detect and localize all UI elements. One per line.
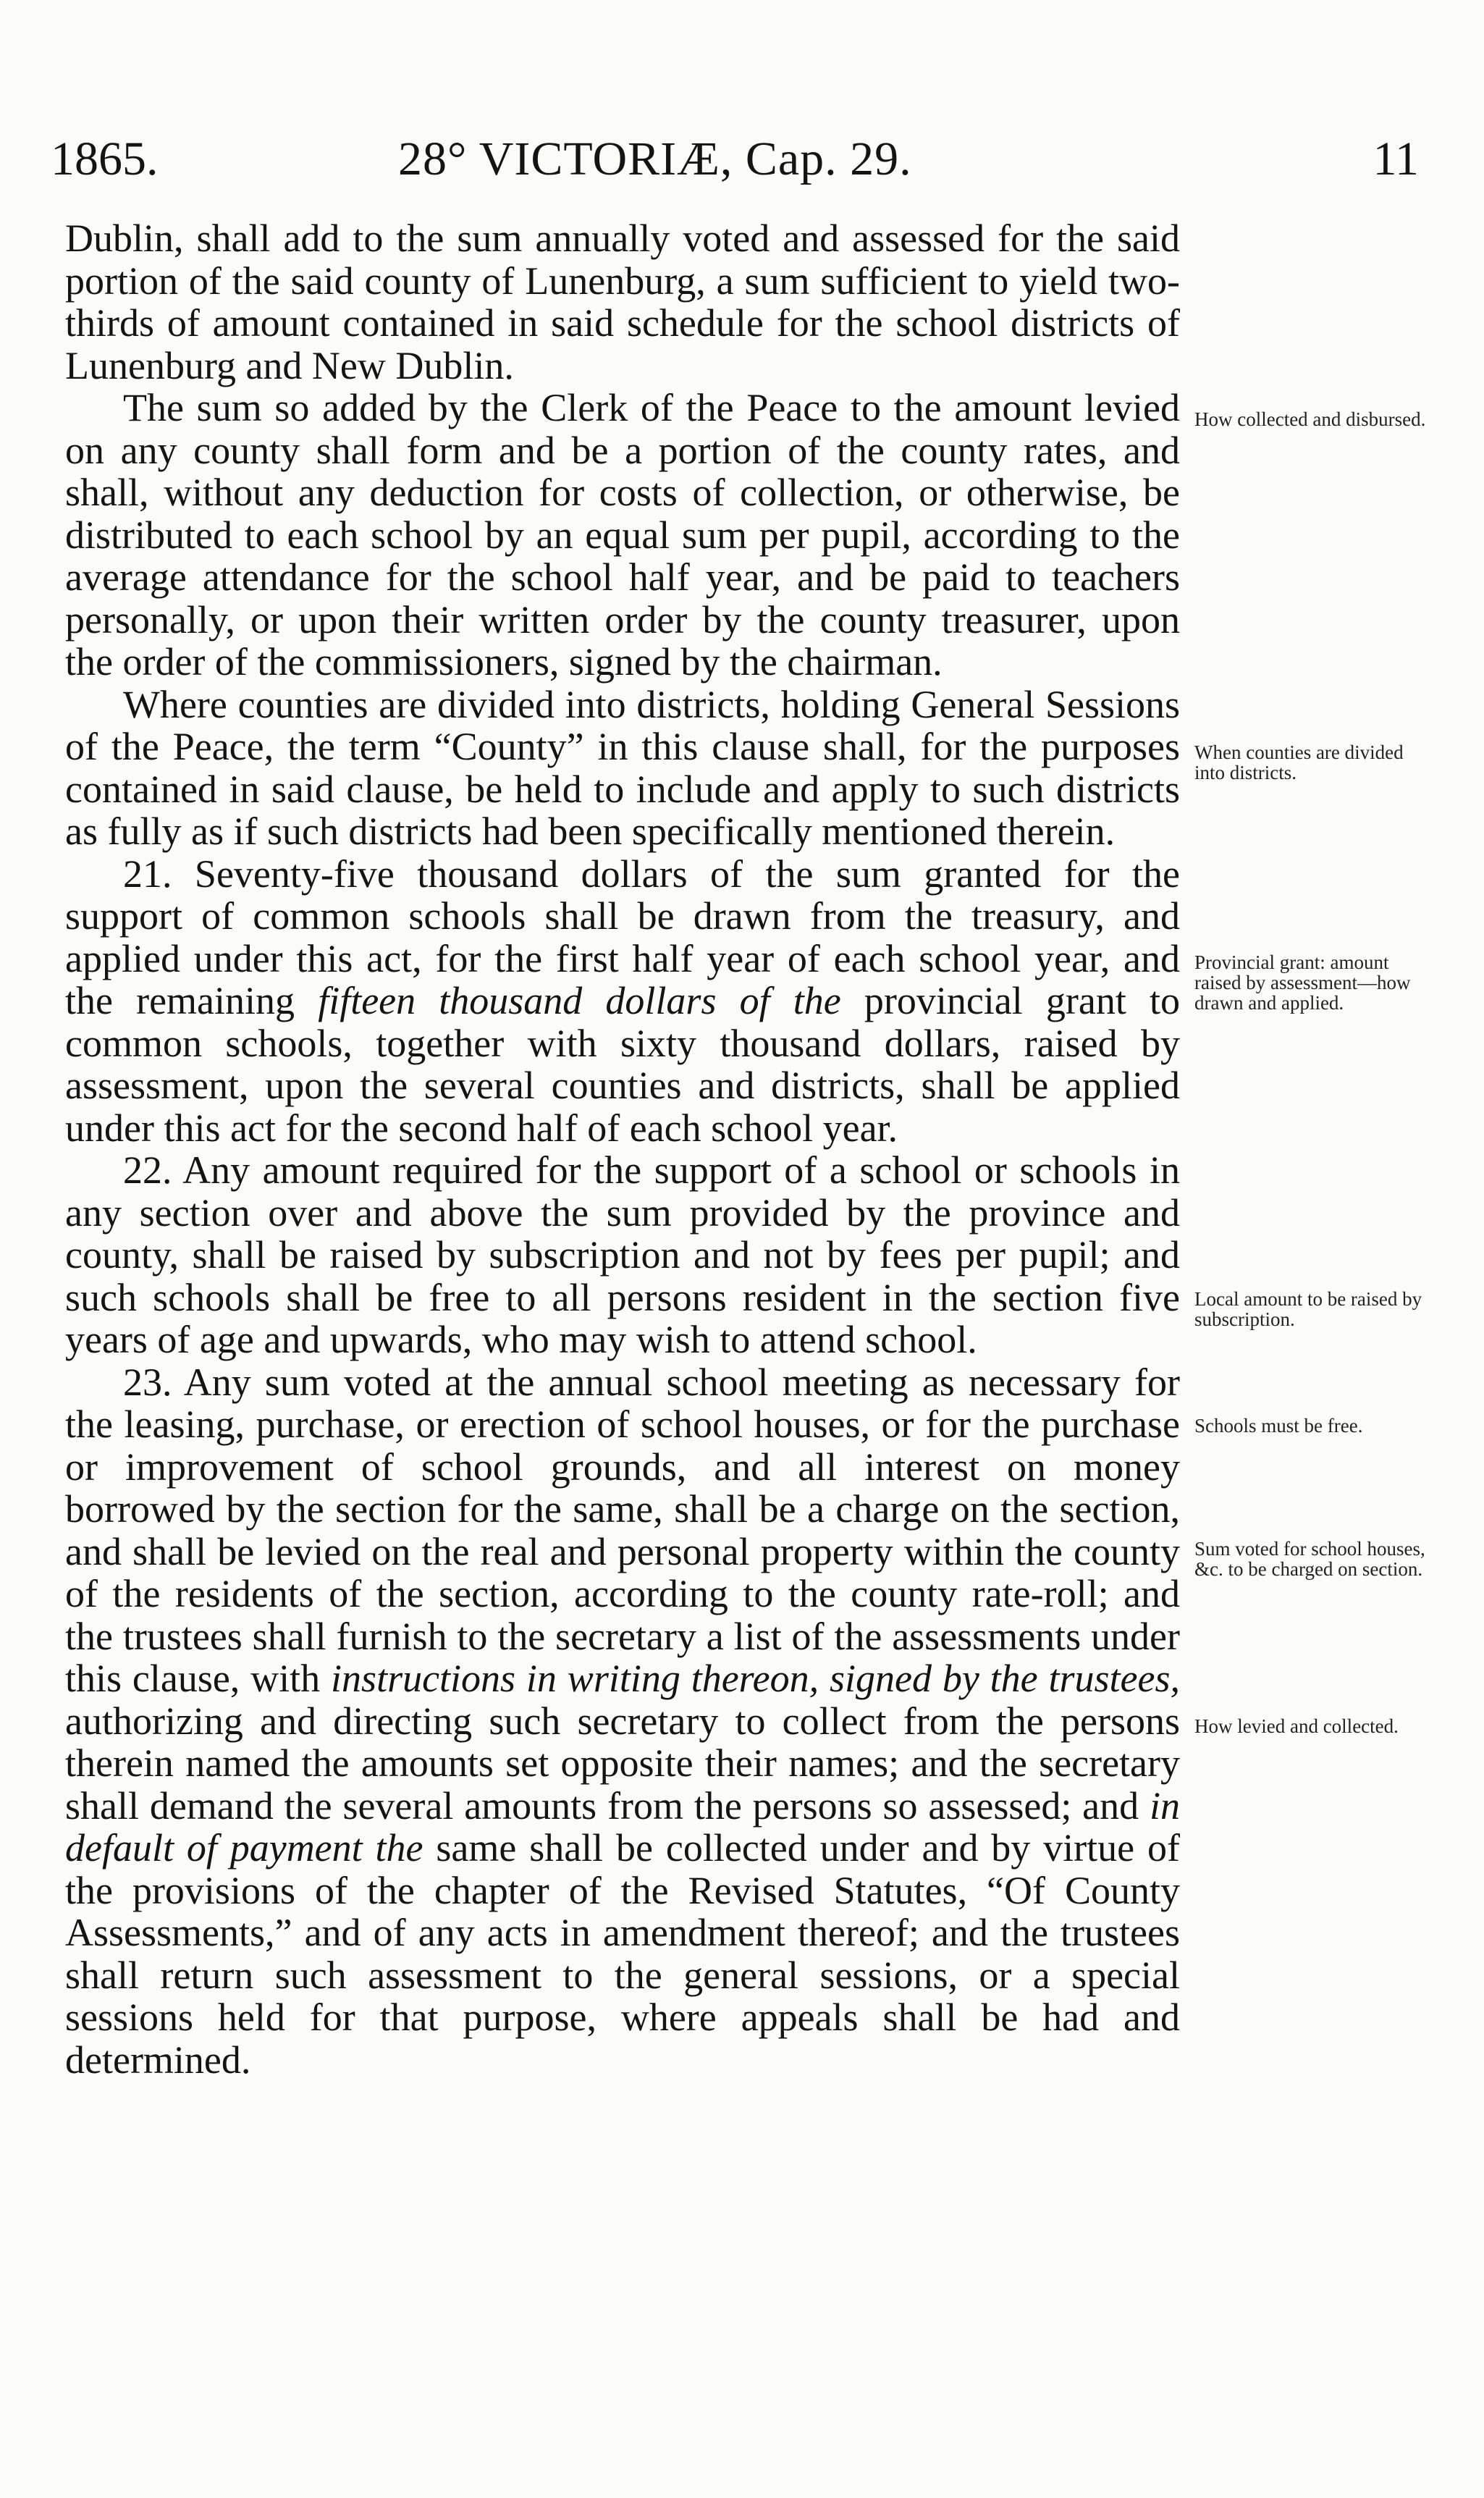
margin-note-sum-voted: Sum voted for school houses, &c. to be charged on section. <box>1194 1538 1425 1580</box>
margin-note-schools-free: Schools must be free. <box>1194 1415 1363 1437</box>
section-23-text-c: authorizing and directing such secretary to collect from the persons therein named the amounts set opposite their names; and the secretary shall demand the several amounts from the persons so assessed; and <box>65 1699 1180 1828</box>
section-number: 22. <box>123 1148 172 1192</box>
header-title: 28° VICTORIÆ, Cap. 29. <box>398 133 912 185</box>
section-number: 23. <box>123 1360 172 1404</box>
section-21 <box>65 853 1180 1150</box>
section-23-italic-2: in default of payment the <box>65 1783 1181 1870</box>
section-21-italic: fifteen thousand dollars of the <box>318 979 841 1022</box>
section-23-text-e: same shall be collected under and by virtue of the provisions of the chapter of the Revised Statutes, “Of County Assessments,” and of any acts in amendment thereof; and the trustees shall return such assessment to the general sessions, or a special sessions held for that purpose, where appeals shall be had and determined. <box>65 1826 1180 2082</box>
page-number: 11 <box>1373 133 1419 185</box>
statute-text <box>65 217 1180 2081</box>
section-22 <box>65 1149 1180 1361</box>
paragraph-continued: Dublin, shall add to the sum annually voted and assessed for the said portion of the said county of Lunenburg, a sum sufficient to yield two-thirds of amount contained in said schedule for the school districts of Lunenburg and New Dublin. <box>65 216 1180 387</box>
section-number: 21. <box>123 851 172 896</box>
margin-note-provincial-grant: Provincial grant: amount raised by assessment—how drawn and applied. <box>1194 951 1411 1014</box>
section-22-text: Any amount required for the support of a school or schools in any section over and above the sum provided by the province and county, shall be raised by subscription and not by fees per pupil; and such schools shall be free to all persons resident in the section five years of age and upwards, who may wish to attend school. <box>65 1148 1180 1361</box>
margin-note-levied: How levied and collected. <box>1194 1715 1399 1737</box>
margin-note-local-amount: Local amount to be raised by subscription. <box>1194 1288 1422 1330</box>
section-23-text-a: Any sum voted at the annual school meeting as necessary for the leasing, purchase, or erection of school houses, or for the purchase or improvement of school grounds, and all interest on money borrowed by the section for the same, shall be a charge on the section, and shall be levied on the real and personal property within the county of the residents of the section, according to the county rate-roll; and the trustees shall furnish to the secretary a list of the assessments under this clause, with <box>65 1360 1181 1700</box>
page-header <box>51 130 1419 188</box>
paragraph-districts: Where counties are divided into districts, holding General Sessions of the Peace, the term “County” in this clause shall, for the purposes contained in said clause, be held to include and apply to such districts as fully as if such districts had been specifically mentioned therein. <box>65 682 1180 853</box>
section-21-text-a: Seventy-five thousand dollars of the sum granted for the support of common schools shall be drawn from the treasury, and applied under this act, for the first half year of each school year, and the remaining <box>65 851 1180 1022</box>
section-21-text-c: provincial grant to common schools, together with sixty thousand dollars, raised by assessment, upon the several counties and districts, shall be applied under this act for the second half of each school year. <box>65 979 1180 1150</box>
margin-note-counties-districts: When counties are divided into districts. <box>1194 741 1404 783</box>
section-23-italic-1: instructions in writing thereon, signed by the trustees, <box>331 1657 1180 1700</box>
section-23 <box>65 1361 1180 2082</box>
margin-note-collected: How collected and disbursed. <box>1194 408 1426 430</box>
header-year: 1865. <box>51 133 159 185</box>
paragraph-collection: The sum so added by the Clerk of the Peace to the amount levied on any county shall form and be a portion of the county rates, and shall, without any deduction for costs of collection, or otherwise, be distributed to each school by an equal sum per pupil, according to the average attendance for the school half year, and be paid to teachers personally, or upon their written order by the county treasurer, upon the order of the commissioners, signed by the chairman. <box>65 386 1180 684</box>
